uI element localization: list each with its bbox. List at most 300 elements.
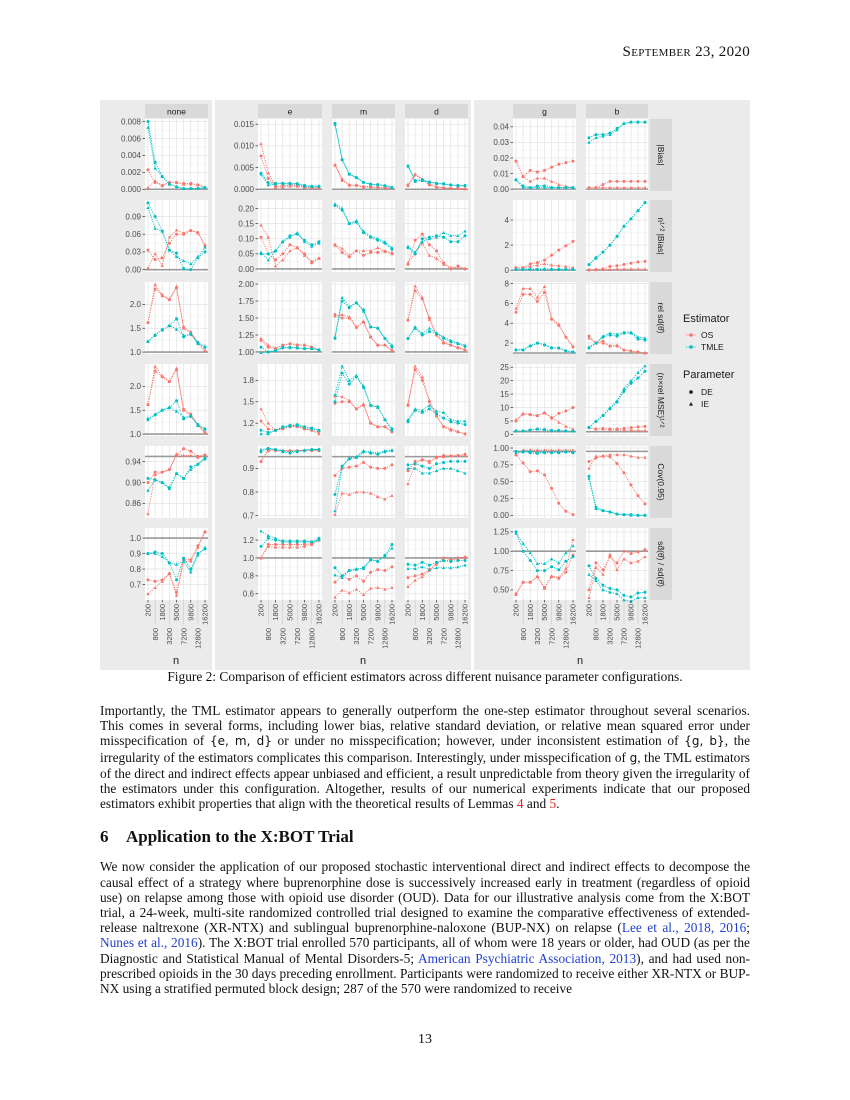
circle-marker xyxy=(362,254,365,257)
y-tick-label: 0.6 xyxy=(242,589,254,599)
math: g xyxy=(629,750,638,765)
circle-marker xyxy=(154,258,157,261)
circle-marker xyxy=(588,564,591,567)
circle-marker xyxy=(616,264,619,267)
text: ; xyxy=(746,920,751,936)
circle-marker xyxy=(147,477,150,480)
y-tick-label: 0.50 xyxy=(493,585,509,595)
circle-marker xyxy=(616,561,619,564)
section-heading xyxy=(100,827,750,847)
lemma-5-link[interactable]: 5 xyxy=(549,796,557,812)
x-tick-label: 200 xyxy=(511,604,521,617)
facet-label-d: d xyxy=(434,106,439,117)
circle-marker xyxy=(550,254,553,257)
panel-g-row-3 xyxy=(505,279,576,354)
y-tick-label: 0.25 xyxy=(493,494,509,504)
legend-key-dot xyxy=(689,345,693,349)
y-tick-label: 0.004 xyxy=(120,151,141,161)
y-tick-label: 0.8 xyxy=(242,487,254,497)
circle-marker xyxy=(564,510,567,513)
lemma-4-link[interactable]: 4 xyxy=(516,796,524,812)
circle-marker xyxy=(362,461,365,464)
y-tick-label: 0.90 xyxy=(125,478,141,488)
x-tick-label: 3200 xyxy=(533,628,543,645)
panel-b-row-3 xyxy=(586,282,648,355)
circle-marker xyxy=(557,412,560,415)
y-tick-label: 0.000 xyxy=(120,185,141,195)
circle-marker xyxy=(637,376,640,379)
circle-marker xyxy=(383,569,386,572)
simulation-results-figure xyxy=(100,100,750,670)
circle-marker xyxy=(449,240,452,243)
y-tick-label: 0.86 xyxy=(125,499,141,509)
x-tick-label: 16200 xyxy=(200,604,210,625)
panel-m-row-4 xyxy=(332,364,395,436)
circle-marker xyxy=(355,465,358,468)
y-tick-label: 5 xyxy=(504,416,509,426)
y-tick-label: 0.006 xyxy=(120,134,141,144)
circle-marker xyxy=(355,574,358,577)
x-tick-label: 800 xyxy=(591,628,601,641)
legend-key-circle xyxy=(689,390,693,394)
circle-marker xyxy=(529,169,532,172)
circle-marker xyxy=(536,170,539,173)
circle-marker xyxy=(414,564,417,567)
y-tick-label: 8 xyxy=(504,279,509,289)
circle-marker xyxy=(182,447,185,450)
y-tick-label: 1.5 xyxy=(129,406,141,416)
circle-marker xyxy=(637,592,640,595)
circle-marker xyxy=(637,180,640,183)
x-tick-label: 3200 xyxy=(278,628,288,645)
circle-marker xyxy=(588,588,591,591)
x-tick-label: 3200 xyxy=(605,628,615,645)
circle-marker xyxy=(595,561,598,564)
legend-label-os: OS xyxy=(701,330,714,340)
y-tick-label: 0.000 xyxy=(233,185,254,195)
text: Importantly, the TML estimator appears to generally outperform the one-step estimator throughout several scenarios. This comes in several forms, including lower bias, relative standard deviation, or relative mean squared error under misspecification of xyxy=(100,703,750,749)
x-tick-label: 1800 xyxy=(417,604,427,621)
circle-marker xyxy=(644,502,647,505)
circle-marker xyxy=(435,249,438,252)
circle-marker xyxy=(522,461,525,464)
y-tick-label: 4 xyxy=(504,215,509,225)
circle-marker xyxy=(407,463,410,466)
facet-label-e: e xyxy=(287,106,293,117)
x-tick-label: 800 xyxy=(150,628,160,641)
circle-marker xyxy=(564,560,567,563)
x-tick-label: 800 xyxy=(263,628,273,641)
circle-marker xyxy=(376,568,379,571)
circle-marker xyxy=(456,559,459,562)
row-label: |Bias| xyxy=(656,144,666,166)
x-tick-label: 16200 xyxy=(640,604,650,625)
results-paragraph xyxy=(100,703,750,811)
x-tick-label: 9800 xyxy=(446,604,456,621)
x-tick-label: 200 xyxy=(403,604,413,617)
row-label: Cov(0.95) xyxy=(656,463,666,501)
circle-marker xyxy=(456,240,459,243)
panel-d-row-1 xyxy=(405,119,468,191)
y-tick-label: 0.008 xyxy=(120,117,141,127)
y-tick-label: 0.002 xyxy=(120,168,141,178)
y-tick-label: 1.00 xyxy=(493,547,509,557)
math: {e, m, d} xyxy=(209,734,272,749)
circle-marker xyxy=(369,466,372,469)
panel-d-row-4 xyxy=(405,364,468,436)
y-tick-label: 0.9 xyxy=(129,549,141,559)
x-tick-label: 7200 xyxy=(439,628,449,645)
circle-marker xyxy=(630,180,633,183)
x-tick-label: 5000 xyxy=(359,604,369,621)
circle-marker xyxy=(572,555,575,558)
circle-marker xyxy=(644,548,647,551)
text: ). The X:BOT trial enrolled 570 participants, all of whom were 18 years or older, had OUD (as per the Diagnostic and Statistical Manual of Mental Disorders-5; xyxy=(100,935,750,966)
facet-label-none: none xyxy=(167,106,186,117)
circle-marker xyxy=(407,576,410,579)
circle-marker xyxy=(623,471,626,474)
circle-marker xyxy=(609,587,612,590)
row-label: (n×rel MSE)¹ᐟ² xyxy=(656,372,666,428)
circle-marker xyxy=(602,568,605,571)
circle-marker xyxy=(175,399,178,402)
circle-marker xyxy=(543,569,546,572)
circle-marker xyxy=(557,502,560,505)
y-tick-label: 1.2 xyxy=(242,418,254,428)
y-tick-label: 4 xyxy=(504,319,509,329)
group-divider xyxy=(212,100,215,670)
y-tick-label: 0.02 xyxy=(493,153,509,163)
panel-b-row-2 xyxy=(586,200,648,272)
circle-marker xyxy=(644,260,647,263)
circle-marker xyxy=(348,382,351,385)
y-tick-label: 15 xyxy=(500,389,509,399)
x-tick-label: 3200 xyxy=(352,628,362,645)
circle-marker xyxy=(369,571,372,574)
circle-marker xyxy=(464,460,467,463)
x-tick-label: 12800 xyxy=(307,628,317,649)
circle-marker xyxy=(421,237,424,240)
circle-marker xyxy=(260,545,263,548)
x-tick-label: 12800 xyxy=(633,628,643,649)
circle-marker xyxy=(376,251,379,254)
panel-d-row-3 xyxy=(405,282,468,354)
circle-marker xyxy=(428,407,431,410)
y-tick-label: 0 xyxy=(504,430,509,440)
y-tick-label: 0.03 xyxy=(125,247,141,257)
y-tick-label: 0.00 xyxy=(125,265,141,275)
x-tick-label: 3200 xyxy=(425,628,435,645)
circle-marker xyxy=(522,550,525,553)
x-tick-label: 12800 xyxy=(380,628,390,649)
y-tick-label: 2.00 xyxy=(238,279,254,289)
y-tick-label: 25 xyxy=(500,363,509,373)
x-tick-label: 1800 xyxy=(598,604,608,621)
section-title: Application to the X:BOT Trial xyxy=(126,827,354,847)
x-tick-label: 16200 xyxy=(387,604,397,625)
x-tick-label: 800 xyxy=(410,628,420,641)
y-tick-label: 0.8 xyxy=(242,571,254,581)
y-tick-label: 0.010 xyxy=(233,141,254,151)
text: . xyxy=(556,796,560,812)
circle-marker xyxy=(189,450,192,453)
y-tick-label: 1.25 xyxy=(493,527,509,537)
circle-marker xyxy=(529,293,532,296)
row-label: sd̂(θ̂) / sd(θ̂) xyxy=(656,541,666,587)
circle-marker xyxy=(161,552,164,555)
facet-label-g: g xyxy=(542,106,547,117)
x-tick-label: 800 xyxy=(518,628,528,641)
body-text xyxy=(100,703,750,996)
y-tick-label: 0.75 xyxy=(493,460,509,470)
panel-b-row-4 xyxy=(586,364,648,436)
y-tick-label: 0.01 xyxy=(493,169,509,179)
circle-marker xyxy=(572,240,575,243)
x-tick-label: 7200 xyxy=(292,628,302,645)
circle-marker xyxy=(260,236,263,239)
circle-marker xyxy=(442,417,445,420)
y-tick-label: 0.05 xyxy=(238,249,254,259)
circle-marker xyxy=(435,462,438,465)
circle-marker xyxy=(644,370,647,373)
y-tick-label: 2.0 xyxy=(129,300,141,310)
circle-marker xyxy=(522,293,525,296)
circle-marker xyxy=(204,250,207,253)
circle-marker xyxy=(421,561,424,564)
circle-marker xyxy=(334,493,337,496)
x-tick-label: 1800 xyxy=(344,604,354,621)
circle-marker xyxy=(637,425,640,428)
x-tick-label: 200 xyxy=(584,604,594,617)
circle-marker xyxy=(348,466,351,469)
circle-marker xyxy=(182,557,185,560)
circle-marker xyxy=(572,513,575,516)
circle-marker xyxy=(260,429,263,432)
circle-marker xyxy=(595,133,598,136)
y-tick-label: 20 xyxy=(500,376,509,386)
section-number: 6 xyxy=(100,827,109,847)
circle-marker xyxy=(564,410,567,413)
circle-marker xyxy=(543,169,546,172)
circle-marker xyxy=(334,566,337,569)
circle-marker xyxy=(442,236,445,239)
x-tick-label: 200 xyxy=(143,604,153,617)
panel-d-row-2 xyxy=(405,200,468,272)
y-tick-label: 0.005 xyxy=(233,163,254,173)
circle-marker xyxy=(442,559,445,562)
circle-marker xyxy=(435,561,438,564)
y-tick-label: 0.8 xyxy=(129,564,141,574)
legend-title-estimator: Estimator xyxy=(683,313,730,325)
circle-marker xyxy=(536,300,539,303)
circle-marker xyxy=(175,578,178,581)
circle-marker xyxy=(550,166,553,169)
text: , the TML estimators of the direct and indirect effects appear unbiased and efficient, a result unpredictable from theory given the irregularity of the estimators under this configuration. Altogether, results of our numerical experiments indicate that our proposed estimators exhibit properties that align with the theoretical results of Lemmas xyxy=(100,749,750,812)
y-tick-label: 0.50 xyxy=(493,477,509,487)
panel-b-row-5 xyxy=(586,446,648,518)
circle-marker xyxy=(189,268,192,271)
panel-m-row-1 xyxy=(332,119,395,191)
circle-marker xyxy=(260,420,263,423)
figure-caption: Figure 2: Comparison of efficient estimators across different nuisance parameter configurations. xyxy=(167,669,683,684)
circle-marker xyxy=(630,595,633,598)
panel-m-row-3 xyxy=(332,282,395,354)
x-tick-label: 5000 xyxy=(172,604,182,621)
x-tick-label: 7200 xyxy=(179,628,189,645)
citation-lee-link[interactable]: Lee et al., 2018, 2016 xyxy=(621,920,747,936)
circle-marker xyxy=(557,163,560,166)
x-tick-label: 7200 xyxy=(547,628,557,645)
x-tick-label: 1800 xyxy=(525,604,535,621)
circle-marker xyxy=(383,467,386,470)
y-tick-label: 1.0 xyxy=(129,533,141,543)
circle-marker xyxy=(175,252,178,255)
y-tick-label: 0.00 xyxy=(493,184,509,194)
y-tick-label: 0.20 xyxy=(238,204,254,214)
y-tick-label: 0.75 xyxy=(493,566,509,576)
y-tick-label: 1.0 xyxy=(129,429,141,439)
circle-marker xyxy=(341,400,344,403)
circle-marker xyxy=(414,239,417,242)
x-tick-label: 5000 xyxy=(432,604,442,621)
circle-marker xyxy=(464,559,467,562)
circle-marker xyxy=(557,249,560,252)
citation-apa-link[interactable]: American Psychiatric Association, 2013 xyxy=(417,950,637,966)
circle-marker xyxy=(536,469,539,472)
facet-label-m: m xyxy=(359,106,368,117)
x-tick-label: 12800 xyxy=(561,628,571,649)
circle-marker xyxy=(341,372,344,375)
circle-marker xyxy=(543,259,546,262)
circle-marker xyxy=(147,168,150,171)
legend-key-dot xyxy=(689,333,693,337)
y-tick-label: 1.0 xyxy=(129,347,141,357)
citation-nunes-link[interactable]: Nunes et al., 2016 xyxy=(100,935,198,951)
legend-label-tmle: TMLE xyxy=(701,342,724,352)
circle-marker xyxy=(362,580,365,583)
circle-marker xyxy=(147,481,150,484)
circle-marker xyxy=(550,487,553,490)
circle-marker xyxy=(147,120,150,123)
y-tick-label: 2 xyxy=(504,240,509,250)
x-tick-label: 5000 xyxy=(540,604,550,621)
circle-marker xyxy=(341,251,344,254)
y-tick-label: 1.75 xyxy=(238,296,254,306)
circle-marker xyxy=(557,568,560,571)
circle-marker xyxy=(281,252,284,255)
circle-marker xyxy=(623,550,626,553)
y-tick-label: 0.94 xyxy=(125,457,141,467)
circle-marker xyxy=(147,249,150,252)
y-tick-label: 1.5 xyxy=(129,324,141,334)
x-tick-label: 9800 xyxy=(300,604,310,621)
circle-marker xyxy=(391,543,394,546)
y-tick-label: 1.2 xyxy=(242,535,254,545)
y-tick-label: 0.04 xyxy=(493,122,509,132)
panel-none-row-5 xyxy=(125,446,208,518)
circle-marker xyxy=(464,423,467,426)
y-tick-label: 1.25 xyxy=(238,330,254,340)
circle-marker xyxy=(348,578,351,581)
group-divider xyxy=(471,100,474,670)
circle-marker xyxy=(334,581,337,584)
x-tick-label: 12800 xyxy=(453,628,463,649)
circle-marker xyxy=(428,564,431,567)
circle-marker xyxy=(564,244,567,247)
circle-marker xyxy=(182,267,185,270)
circle-marker xyxy=(602,183,605,186)
circle-marker xyxy=(529,470,532,473)
circle-marker xyxy=(588,460,591,463)
x-tick-label: 5000 xyxy=(285,604,295,621)
x-tick-label: 12800 xyxy=(193,628,203,649)
circle-marker xyxy=(644,591,647,594)
circle-marker xyxy=(147,201,150,204)
text: or under no misspecification; however, under inconsistent estimation of xyxy=(271,733,685,749)
circle-marker xyxy=(456,460,459,463)
circle-marker xyxy=(260,346,263,349)
circle-marker xyxy=(588,136,591,139)
panel-d-row-5 xyxy=(405,446,468,518)
circle-marker xyxy=(428,467,431,470)
x-tick-label: 16200 xyxy=(568,604,578,625)
circle-marker xyxy=(334,400,337,403)
circle-marker xyxy=(428,330,431,333)
text: , the irregularity of the estimators complicates this comparison. Interestingly, under misspecification of xyxy=(100,733,751,765)
x-tick-label: 3200 xyxy=(165,628,175,645)
y-tick-label: 6 xyxy=(504,299,509,309)
circle-marker xyxy=(536,569,539,572)
text: ), and had used non-prescribed opioids in the 30 days preceding enrollment. Participants were randomized to receive either XR-NTX or BUP-NX using a stratified permuted block design; 287 of the 570 were randomized to receive xyxy=(100,950,751,997)
y-tick-label: 1.8 xyxy=(242,376,254,386)
circle-marker xyxy=(154,215,157,218)
y-tick-label: 1.5 xyxy=(242,397,254,407)
legend-label-de: DE xyxy=(701,387,713,397)
y-tick-label: 10 xyxy=(500,403,509,413)
y-tick-label: 0.00 xyxy=(493,511,509,521)
x-axis-title: n xyxy=(576,655,584,667)
circle-marker xyxy=(609,180,612,183)
circle-marker xyxy=(414,462,417,465)
x-tick-label: 16200 xyxy=(460,604,470,625)
y-tick-label: 1.00 xyxy=(493,443,509,453)
y-tick-label: 0.7 xyxy=(242,511,254,521)
circle-marker xyxy=(334,474,337,477)
y-tick-label: 1.0 xyxy=(242,553,254,563)
circle-marker xyxy=(267,177,270,180)
x-tick-label: 1800 xyxy=(271,604,281,621)
x-tick-label: 1800 xyxy=(158,604,167,621)
y-tick-label: 0.03 xyxy=(493,138,509,148)
y-tick-label: 1.00 xyxy=(238,347,254,357)
x-tick-label: 16200 xyxy=(314,604,324,625)
x-axis-title: n xyxy=(359,655,367,667)
panel-b-row-1 xyxy=(586,119,648,191)
circle-marker xyxy=(572,160,575,163)
circle-marker xyxy=(644,180,647,183)
circle-marker xyxy=(616,588,619,591)
circle-marker xyxy=(175,317,178,320)
row-label: n¹ᐟ² |Bias| xyxy=(656,217,666,255)
circle-marker xyxy=(414,574,417,577)
x-tick-label: 7200 xyxy=(619,628,629,645)
circle-marker xyxy=(637,260,640,263)
circle-marker xyxy=(543,473,546,476)
circle-marker xyxy=(623,263,626,266)
x-tick-label: 9800 xyxy=(626,604,636,621)
circle-marker xyxy=(550,565,553,568)
legend-title-parameter: Parameter xyxy=(683,369,735,381)
